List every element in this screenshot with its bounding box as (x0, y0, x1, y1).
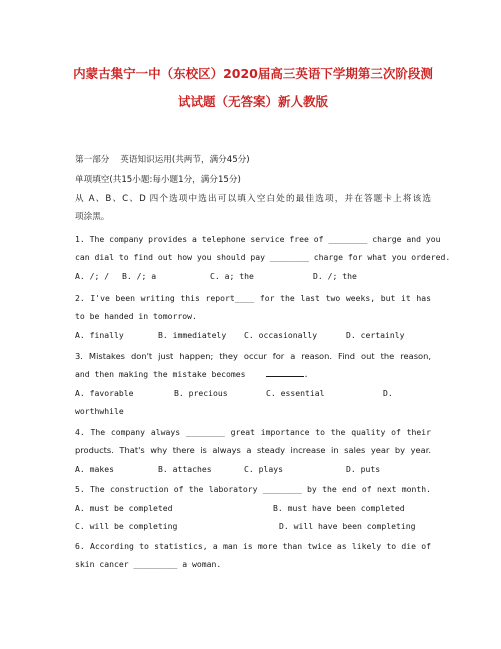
question-2-option-b: B. immediately (158, 330, 227, 340)
question-5-option-b: B. must have been completed (273, 503, 405, 513)
instructions-line-2: 项涂黑。 (75, 212, 110, 222)
question-4-option-d: D. puts (346, 464, 381, 474)
answer-blank (266, 368, 304, 377)
question-4-line-1: 4. The company always ________ great importance to the quality of their (75, 427, 431, 437)
question-3-line-2-text: and then making the mistake becomes (75, 369, 246, 379)
question-4-option-c: C. plays (244, 464, 283, 474)
question-2-option-d: D. certainly (346, 330, 405, 340)
question-4-option-a: A. makes (75, 464, 114, 474)
question-5-option-d: D. will have been completing (279, 521, 416, 531)
question-3-option-c: C. essential (266, 388, 325, 398)
question-1-option-d: D. /; the (313, 271, 357, 281)
question-6-line-1: 6. According to statistics, a man is more than twice as likely to die of (75, 541, 431, 551)
document-title-line-1: 内蒙古集宁一中（东校区）2020届高三英语下学期第三次阶段测 (73, 66, 433, 81)
question-2-option-c: C. occasionally (244, 330, 318, 340)
question-2-line-2: to be handed in tomorrow. (75, 311, 197, 321)
question-1-option-a: A. /; / (75, 271, 110, 281)
question-3-option-d-text: worthwhile (75, 406, 124, 416)
question-1-line-1: 1. The company provides a telephone service free of ________ charge and you (75, 234, 441, 244)
question-2-line-1: 2. I've been writing this report____ for the last two weeks, but it has (75, 293, 431, 303)
question-1-option-b: B. /; a (122, 271, 157, 281)
part-one-heading: 第一部分 英语知识运用(共两节，满分45分) (75, 155, 250, 165)
section-one-heading: 单项填空(共15小题:每小题1分，满分15分) (75, 175, 241, 185)
question-1-option-c: C. a; the (210, 271, 254, 281)
question-3-line-1: 3. Mistakes don't just happen; they occur for a reason. Find out the reason, (75, 351, 431, 361)
question-4-option-b: B. attaches (158, 464, 212, 474)
question-3-option-d: D. (383, 388, 393, 398)
question-3-line-2: and then making the mistake becomes . (75, 369, 309, 379)
question-3-option-a: A. favorable (75, 388, 134, 398)
document-title-line-2: 试试题（无答案）新人教版 (177, 94, 328, 109)
instructions-line-1: 从 A、B、C、D 四个选项中选出可以填入空白处的最佳选项，并在答题卡上将该选 (75, 194, 431, 204)
question-5-line-1: 5. The construction of the laboratory ________ by the end of next month. (75, 484, 431, 494)
question-5-option-c: C. will be completing (75, 521, 178, 531)
question-1-line-2: can dial to find out how you should pay ________ charge for what you ordered. (75, 252, 451, 262)
question-5-option-a: A. must be completed (75, 503, 173, 513)
question-4-line-2: products. That's why there is always a steady increase in sales year by year. (75, 445, 431, 455)
question-6-line-2: skin cancer _________ a woman. (75, 559, 222, 569)
question-2-option-a: A. finally (75, 330, 124, 340)
question-3-option-b: B. precious (174, 388, 228, 398)
